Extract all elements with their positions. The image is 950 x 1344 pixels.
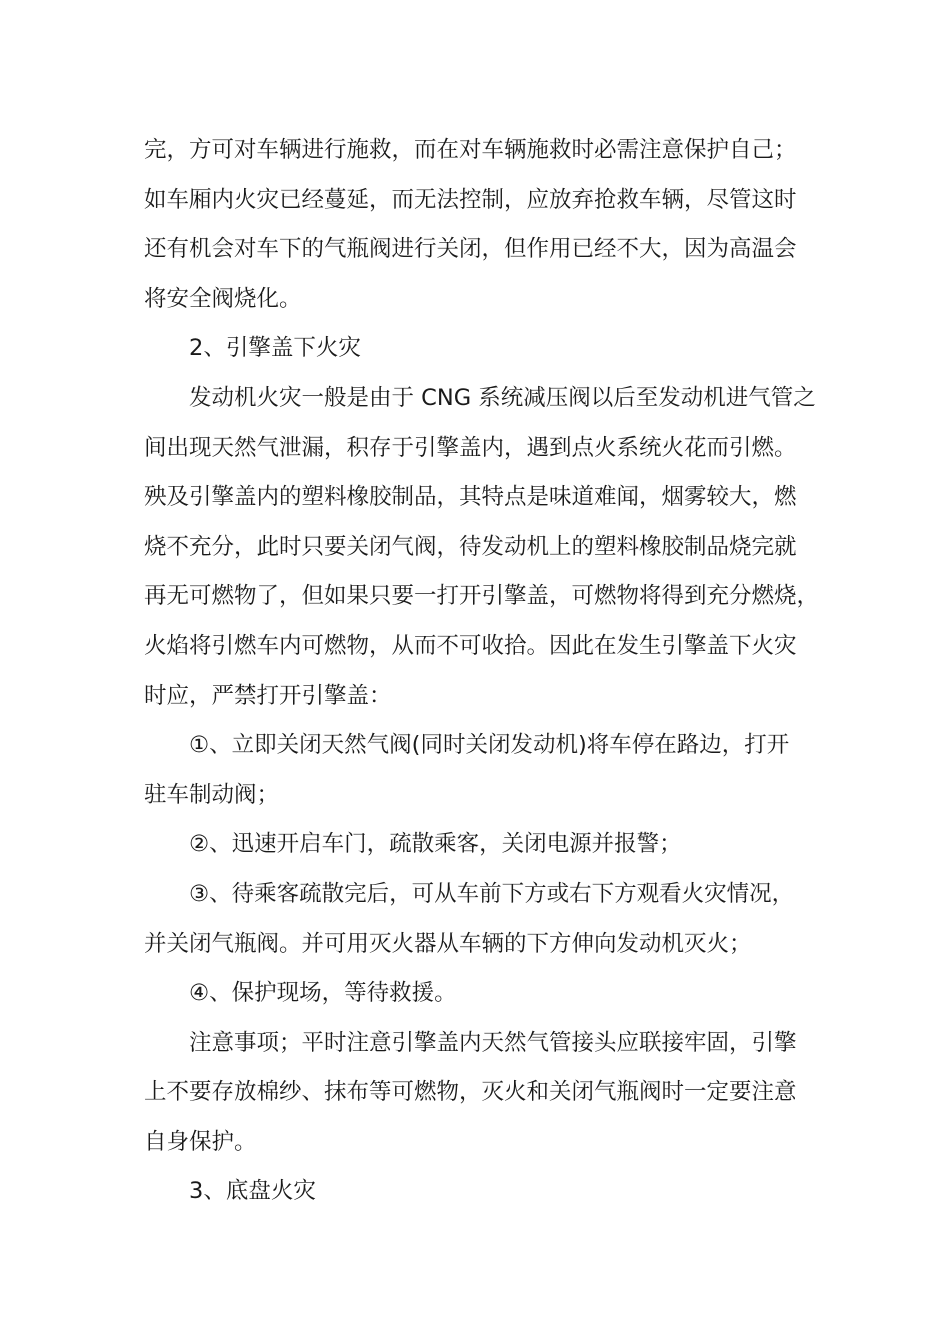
text-line: 烧不充分，此时只要关闭气阀，待发动机上的塑料橡胶制品烧完就	[144, 533, 797, 560]
text-line: 并关闭气瓶阀。并可用灭火器从车辆的下方伸向发动机灭火；	[144, 930, 752, 957]
list-item: ③、待乘客疏散完后，可从车前下方或右下方观看火灾情况，	[189, 880, 795, 907]
text-line: 上不要存放棉纱、抹布等可燃物，灭火和关闭气瓶阀时一定要注意	[144, 1079, 797, 1106]
text-line: 发动机火灾一般是由于 CNG 系统减压阀以后至发动机进气管之	[189, 384, 816, 411]
text-line: 殃及引擎盖内的塑料橡胶制品，其特点是味道难闻，烟雾较大，燃	[144, 484, 797, 511]
text-line: 将安全阀烧化。	[144, 285, 302, 312]
text-line: 自身保护。	[144, 1128, 257, 1155]
text-line: 如车厢内火灾已经蔓延，而无法控制，应放弃抢救车辆，尽管这时	[144, 186, 797, 213]
document-page	[144, 126, 820, 1217]
text-line: 驻车制动阀；	[144, 781, 280, 808]
text-line: 间出现天然气泄漏，积存于引擎盖内，遇到点火系统火花而引燃。	[144, 434, 797, 461]
section-heading: 2、引擎盖下火灾	[189, 335, 361, 362]
list-item: ④、保护现场，等待救援。	[189, 980, 457, 1007]
text-line: 再无可燃物了，但如果只要一打开引擎盖，可燃物将得到充分燃烧，	[144, 583, 820, 610]
text-line: 完，方可对车辆进行施救，而在对车辆施救时必需注意保护自己；	[144, 137, 797, 163]
list-item: ②、迅速开启车门，疏散乘客，关闭电源并报警；	[189, 831, 682, 858]
text-line: 火焰将引燃车内可燃物，从而不可收拾。因此在发生引擎盖下火灾	[144, 632, 797, 659]
text-line: 还有机会对车下的气瓶阀进行关闭，但作用已经不大，因为高温会	[144, 236, 797, 263]
text-line: 注意事项；平时注意引擎盖内天然气管接头应联接牢固，引擎	[189, 1029, 797, 1056]
text-line: 时应，严禁打开引擎盖：	[144, 682, 392, 709]
section-heading: 3、底盘火灾	[189, 1178, 316, 1205]
list-item: ①、立即关闭天然气阀(同时关闭发动机)将车停在路边，打开	[189, 732, 790, 759]
